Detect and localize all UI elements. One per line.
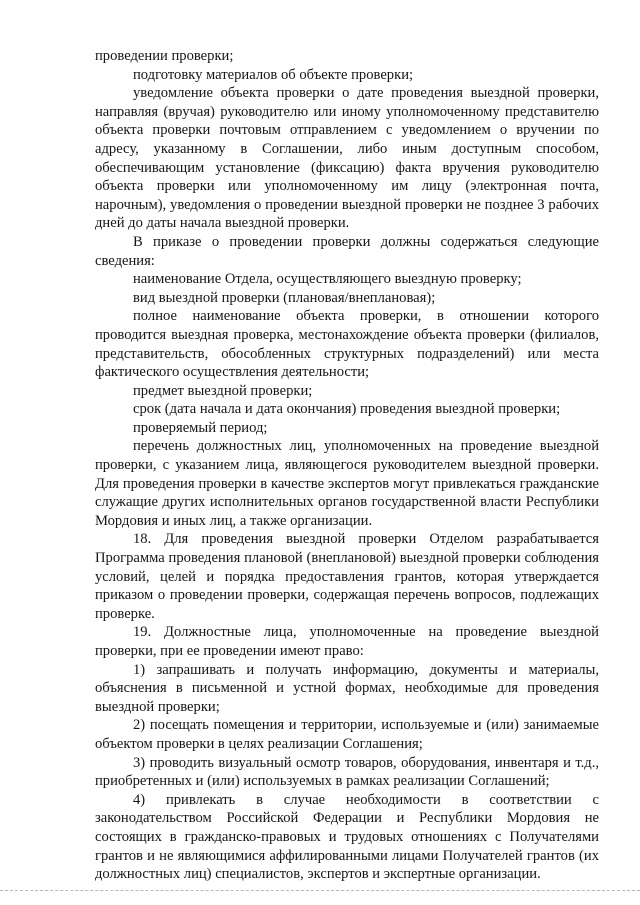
paragraph-continuation: проведении проверки; xyxy=(95,48,234,64)
paragraph-order-contents: В приказе о проведении проверки должны содержаться следующие сведения: xyxy=(95,233,599,269)
list-item-subject: предмет выездной проверки; xyxy=(133,382,313,399)
paragraph-notification: уведомление объекта проверки о дате проведения выездной проверки, направляя (вручая) руководителю или иному уполномоченному представителю объекта проверки почтовым отправлением с уведомлением о вручении по адресу, указанному в Соглашении, либо иным доступным способом, обеспечивающим установление (фиксацию) факта вручения руководителю объекта проверки или уполномоченному им лицу (электронная почта, нарочным), уведомления о проведении выездной проверки не позднее 3 рабочих дней до даты начала выездной проверки. xyxy=(95,85,599,232)
paragraph-preparation-materials: подготовку материалов об объекте проверки; xyxy=(133,66,414,83)
list-item-object-name: полное наименование объекта проверки, в отношении которого проводится выездная проверка, местонахождение объекта проверки (филиалов, представительств, обособленных структурных подразделений) или места фактического осуществления деятельности; xyxy=(95,308,599,381)
paragraph-19-rights: 19. Должностные лица, уполномоченные на проведение выездной проверки, при ее проведении имеют право: xyxy=(95,624,599,659)
list-item-officials: перечень должностных лиц, уполномоченных на проведение выездной проверки, с указанием лица, являющегося руководителем выездной проверки. Для проведения проверки в качестве экспертов могут привлекаться гражданские служащие других исполнительных органов государственной власти Республики Мордовия и иных лиц, а также организации. xyxy=(95,438,599,529)
right-item-3: 3) проводить визуальный осмотр товаров, оборудования, инвентаря и т.д., приобретенных и (или) используемых в рамках реализации Соглашений; xyxy=(95,754,599,790)
list-item-term: срок (дата начала и дата окончания) проведения выездной проверки; xyxy=(133,401,561,418)
list-item-inspection-type: вид выездной проверки (плановая/внеплановая); xyxy=(133,289,436,306)
page-bottom-rule xyxy=(0,890,640,891)
paragraph-18-program: 18. Для проведения выездной проверки Отделом разрабатывается Программа проведения плановой (внеплановой) выездной проверки соблюдения условий, целей и порядка предоставления грантов, которая утверждается приказом о проведении проверки, содержащая перечень вопросов, подлежащих проверке. xyxy=(95,531,599,622)
list-item-period: проверяемый период; xyxy=(133,419,268,436)
right-item-2: 2) посещать помещения и территории, используемые и (или) занимаемые объектом проверки в целях реализации Соглашения; xyxy=(95,717,599,752)
right-item-4: 4) привлекать в случае необходимости в соответствии с законодательством Российской Федерации и Республики Мордовия не состоящих в гражданско-правовых и трудовых отношениях с Получателями грантов и не являющимися аффилированными лицами Получателей грантов (их должностных лиц) специалистов, экспертов и экспертные организации. xyxy=(95,791,599,883)
document-body xyxy=(95,47,599,884)
list-item-department-name: наименование Отдела, осуществляющего выездную проверку; xyxy=(133,271,522,288)
right-item-1: 1) запрашивать и получать информацию, документы и материалы, объяснения в письменной и устной формах, необходимые для проведения выездной проверки; xyxy=(95,661,599,715)
